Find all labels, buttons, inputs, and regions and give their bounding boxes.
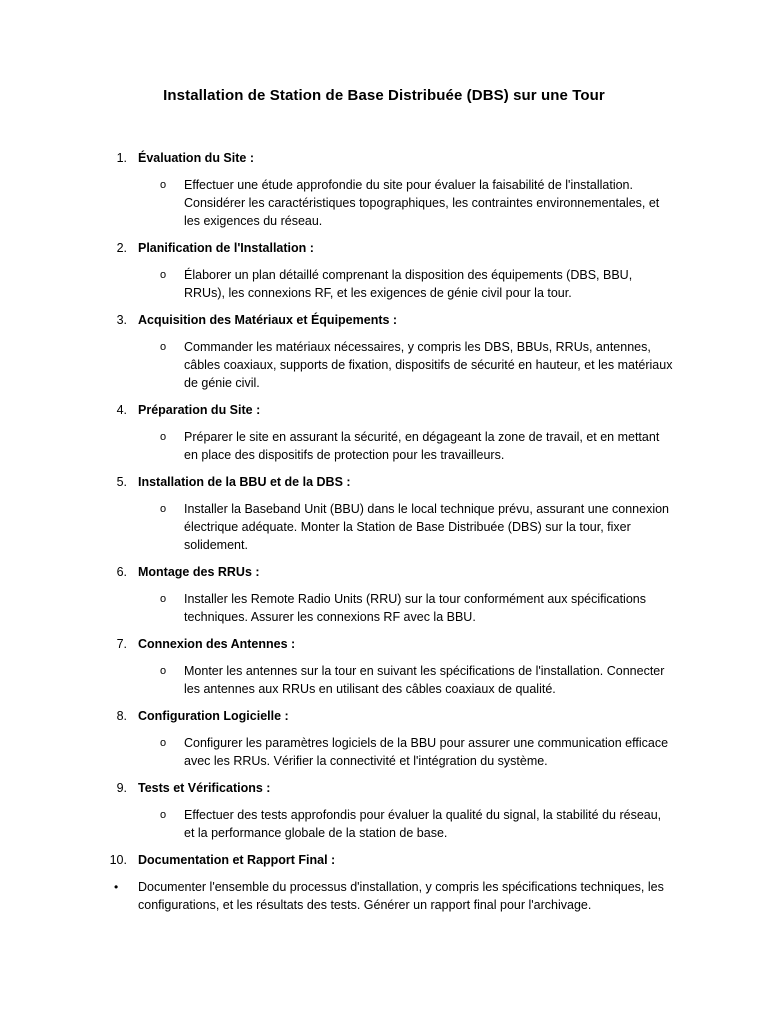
step-heading: Évaluation du Site : <box>138 151 254 165</box>
step-10-detail <box>0 878 768 914</box>
step-6-header <box>0 563 768 581</box>
step-3-detail <box>0 338 768 392</box>
step-detail-text: Installer la Baseband Unit (BBU) dans le local technique prévu, assurant une connexion électrique adéquate. Monter la Station de Base Distribuée (DBS) sur la tour, fixer solidement. <box>184 502 670 552</box>
step-3-header <box>0 311 768 329</box>
hollow-bullet-icon: o <box>160 179 167 191</box>
step-detail-text: Effectuer une étude approfondie du site pour évaluer la faisabilité de l'installation. Considérer les caractéristiques topographiques, les contraintes environnementales, et les exigences du réseau. <box>184 178 660 228</box>
hollow-bullet-icon: o <box>160 737 167 749</box>
step-9-detail <box>0 806 768 842</box>
step-number: 5. <box>116 475 127 489</box>
hollow-bullet-icon: o <box>160 341 167 353</box>
step-8-detail <box>0 734 768 770</box>
hollow-bullet-icon: o <box>160 431 167 443</box>
step-number: 3. <box>116 313 127 327</box>
step-number: 2. <box>116 241 127 255</box>
hollow-bullet-icon: o <box>160 503 167 515</box>
step-heading: Connexion des Antennes : <box>138 637 296 651</box>
step-heading: Préparation du Site : <box>138 403 261 417</box>
step-8-header <box>0 707 768 725</box>
step-10-header <box>0 851 768 869</box>
step-4-detail <box>0 428 768 464</box>
step-1-detail <box>0 176 768 230</box>
step-heading: Documentation et Rapport Final : <box>138 853 336 867</box>
step-heading: Montage des RRUs : <box>138 565 260 579</box>
step-number: 8. <box>116 709 127 723</box>
step-1-header <box>0 149 768 167</box>
step-9-header <box>0 779 768 797</box>
step-detail-text: Élaborer un plan détaillé comprenant la disposition des équipements (DBS, BBU, RRUs), les connexions RF, et les exigences de génie civil pour la tour. <box>184 268 633 300</box>
step-5-header <box>0 473 768 491</box>
step-7-detail <box>0 662 768 698</box>
step-detail-text: Effectuer des tests approfondis pour évaluer la qualité du signal, la stabilité du réseau, et la performance globale de la station de base. <box>184 808 662 840</box>
step-7-header <box>0 635 768 653</box>
step-6-detail <box>0 590 768 626</box>
step-detail-text: Configurer les paramètres logiciels de la BBU pour assurer une communication efficace avec les RRUs. Vérifier la connectivité et l'intégration du système. <box>184 736 669 768</box>
hollow-bullet-icon: o <box>160 809 167 821</box>
step-heading: Configuration Logicielle : <box>138 709 289 723</box>
step-number: 1. <box>116 151 127 165</box>
step-heading: Planification de l'Installation : <box>138 241 314 255</box>
step-detail-text: Commander les matériaux nécessaires, y compris les DBS, BBUs, RRUs, antennes, câbles coaxiaux, supports de fixation, dispositifs de sécurité en hauteur, et les matériaux de génie civil. <box>184 340 673 390</box>
hollow-bullet-icon: o <box>160 269 167 281</box>
step-number: 9. <box>116 781 127 795</box>
step-2-detail <box>0 266 768 302</box>
step-heading: Installation de la BBU et de la DBS : <box>138 475 351 489</box>
step-detail-text: Documenter l'ensemble du processus d'installation, y compris les spécifications techniques, les configurations, et les résultats des tests. Générer un rapport final pour l'archivage. <box>138 880 664 912</box>
step-number: 4. <box>116 403 127 417</box>
step-number: 7. <box>116 637 127 651</box>
step-detail-text: Installer les Remote Radio Units (RRU) sur la tour conformément aux spécifications techniques. Assurer les connexions RF avec la BBU. <box>184 592 646 624</box>
step-4-header <box>0 401 768 419</box>
step-5-detail <box>0 500 768 554</box>
step-detail-text: Monter les antennes sur la tour en suivant les spécifications de l'installation. Connecter les antennes aux RRUs en utilisant des câbles coaxiaux de qualité. <box>184 664 665 696</box>
step-heading: Tests et Vérifications : <box>138 781 271 795</box>
filled-bullet-icon: • <box>114 880 119 894</box>
step-2-header <box>0 239 768 257</box>
step-detail-text: Préparer le site en assurant la sécurité, en dégageant la zone de travail, et en mettant en place des dispositifs de protection pour les travailleurs. <box>184 430 660 462</box>
step-number: 10. <box>109 853 127 867</box>
step-heading: Acquisition des Matériaux et Équipements : <box>138 313 398 327</box>
steps-list <box>0 149 768 914</box>
document-title: Installation de Station de Base Distribuée (DBS) sur une Tour <box>163 87 605 104</box>
hollow-bullet-icon: o <box>160 593 167 605</box>
hollow-bullet-icon: o <box>160 665 167 677</box>
step-number: 6. <box>116 565 127 579</box>
